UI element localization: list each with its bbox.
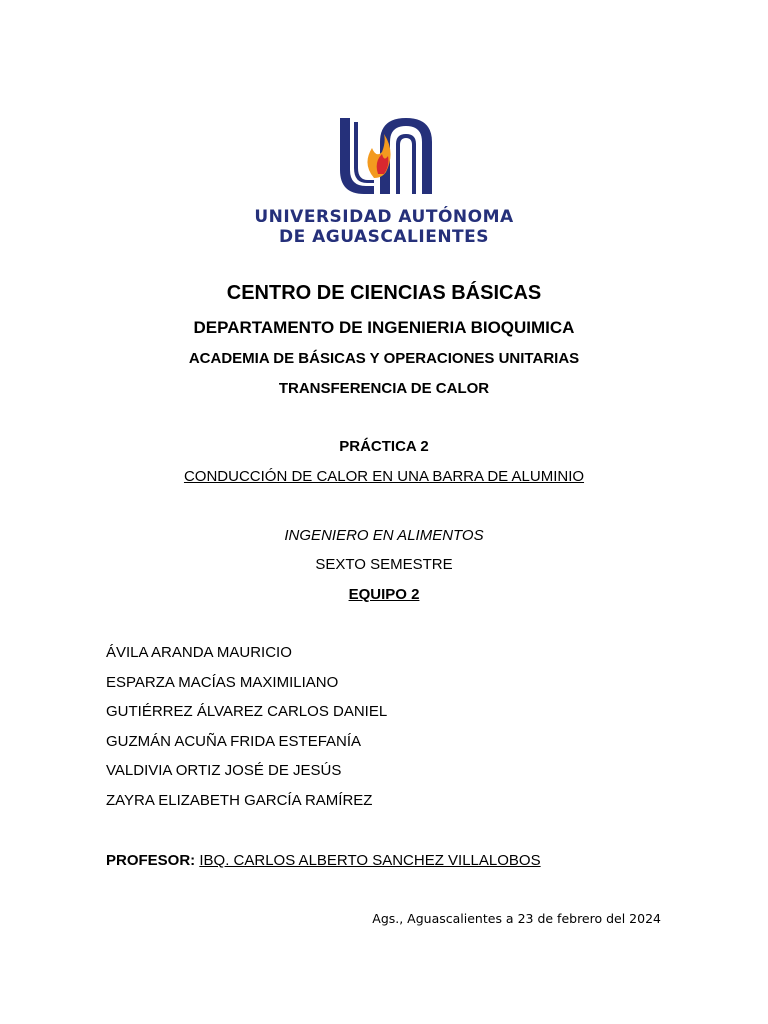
department-title: DEPARTAMENTO DE INGENIERIA BIOQUIMICA	[193, 318, 575, 337]
member-item: VALDIVIA ORTIZ JOSÉ DE JESÚS	[106, 762, 342, 780]
practice-title: CONDUCCIÓN DE CALOR EN UNA BARRA DE ALUMINIO	[183, 468, 585, 485]
member-list	[106, 644, 387, 822]
university-name-line1: UNIVERSIDAD AUTÓNOMA	[254, 207, 514, 227]
logo-right-inner	[396, 134, 416, 194]
member-item: ZAYRA ELIZABETH GARCÍA RAMÍREZ	[106, 791, 373, 809]
member-item: GUZMÁN ACUÑA FRIDA ESTEFANÍA	[106, 732, 362, 750]
professor-line	[106, 852, 541, 869]
professor-name: IBQ. CARLOS ALBERTO SANCHEZ VILLALOBOS	[199, 852, 541, 869]
practice-number: PRÁCTICA 2	[339, 438, 429, 455]
center-title: CENTRO DE CIENCIAS BÁSICAS	[226, 282, 542, 304]
academy-title: ACADEMIA DE BÁSICAS Y OPERACIONES UNITARIAS	[188, 350, 580, 367]
subject-title: TRANSFERENCIA DE CALOR	[278, 380, 490, 397]
university-name-line2: DE AGUASCALIENTES	[278, 227, 490, 247]
team-name: EQUIPO 2	[348, 586, 420, 603]
career-name: INGENIERO EN ALIMENTOS	[284, 527, 484, 544]
professor-label: PROFESOR:	[106, 852, 196, 869]
member-item: ESPARZA MACÍAS MAXIMILIANO	[106, 673, 339, 691]
member-item: ÁVILA ARANDA MAURICIO	[106, 644, 292, 661]
university-logo-icon	[330, 112, 440, 200]
member-item: GUTIÉRREZ ÁLVAREZ CARLOS DANIEL	[106, 703, 388, 721]
semester: SEXTO SEMESTRE	[315, 556, 453, 573]
document-date: Ags., Aguascalientes a 23 de febrero del 2024	[372, 911, 661, 926]
